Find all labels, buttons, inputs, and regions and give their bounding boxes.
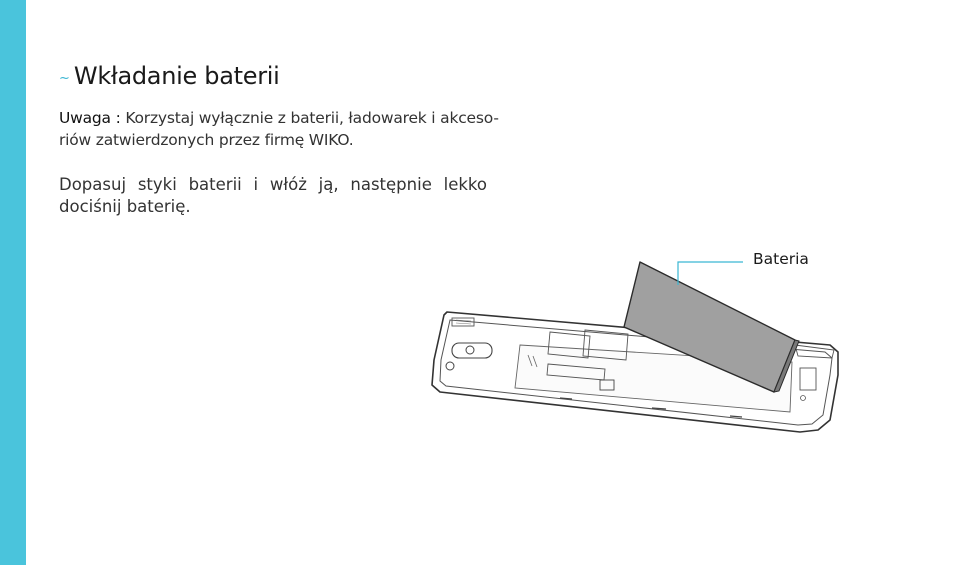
note-paragraph	[59, 107, 499, 151]
section-heading	[59, 54, 280, 92]
note-label: Uwaga :	[59, 109, 121, 127]
accent-side-bar	[0, 0, 26, 565]
heading-title: Wkładanie baterii	[73, 62, 280, 90]
note-text-line1: Korzystaj wyłącznie z baterii, ładowarek i akceso-	[120, 109, 499, 127]
instruction-paragraph: Dopasuj styki baterii i włóż ją, następnie lekko dociśnij baterię.	[59, 175, 487, 216]
heading-marker: ~	[59, 71, 70, 86]
battery-callout-label: Bateria	[753, 250, 809, 268]
battery-insertion-illustration	[420, 245, 860, 445]
note-text-line2: riów zatwierdzonych przez firmę WIKO.	[59, 131, 354, 149]
battery-callout-line	[678, 262, 743, 285]
